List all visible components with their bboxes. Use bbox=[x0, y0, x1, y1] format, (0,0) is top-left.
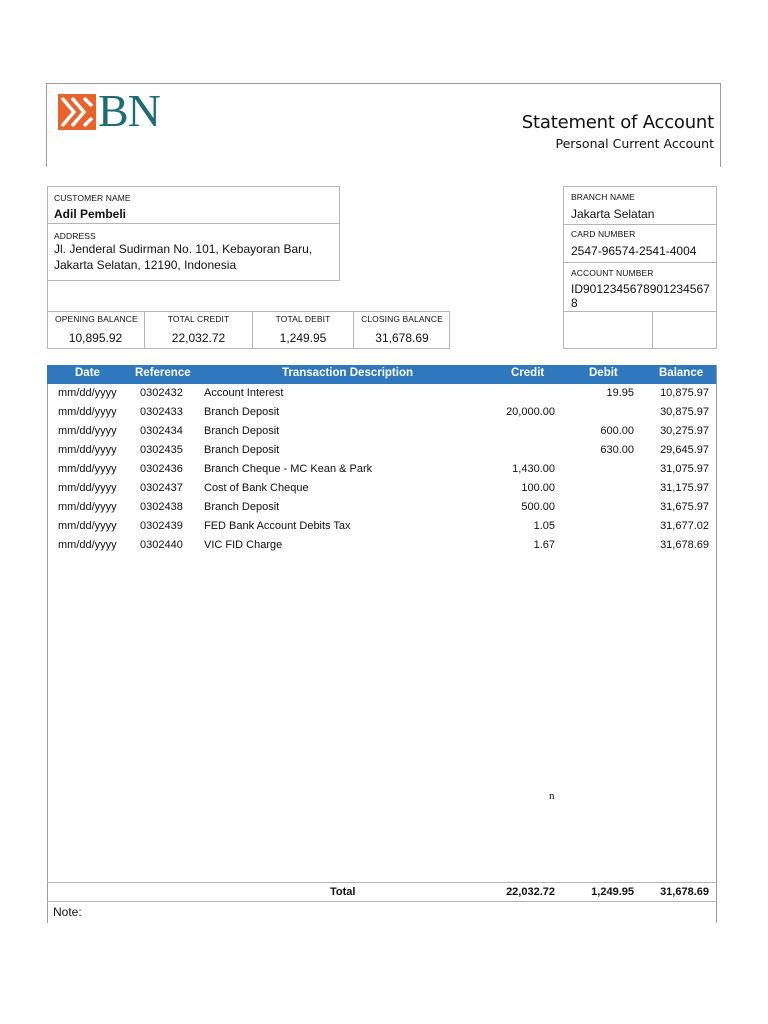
customer-divider bbox=[47, 223, 339, 224]
cell-credit: 20,000.00 bbox=[506, 406, 555, 418]
customer-name: Adil Pembeli bbox=[54, 207, 127, 221]
account-divider-3 bbox=[563, 311, 716, 312]
cell-description: VIC FID Charge bbox=[204, 539, 283, 551]
cell-date: mm/dd/yyyy bbox=[58, 444, 117, 456]
cell-balance: 31,175.97 bbox=[660, 482, 709, 494]
cell-description: Branch Deposit bbox=[204, 444, 280, 456]
total-credit-label: TOTAL CREDIT bbox=[167, 314, 230, 324]
cell-balance: 31,675.97 bbox=[660, 501, 709, 513]
cell-date: mm/dd/yyyy bbox=[58, 463, 117, 475]
card-number: 2547-96574-2541-4004 bbox=[571, 244, 697, 258]
account-divider-2 bbox=[563, 262, 716, 263]
cell-credit: 1.05 bbox=[533, 520, 555, 532]
address-line-1: Jl. Jenderal Sudirman No. 101, Kebayoran Baru, bbox=[54, 242, 313, 256]
table-total-bottom-border bbox=[47, 901, 717, 902]
cell-debit: 19.95 bbox=[606, 387, 634, 399]
cell-reference: 0302440 bbox=[140, 539, 183, 551]
page-subtitle: Personal Current Account bbox=[555, 136, 714, 151]
account-number-line-2: 8 bbox=[571, 296, 578, 310]
cell-reference: 0302434 bbox=[140, 425, 183, 437]
opening-balance-label: OPENING BALANCE bbox=[55, 314, 138, 324]
col-header-credit: Credit bbox=[511, 367, 545, 379]
col-header-reference: Reference bbox=[135, 367, 191, 379]
cell-balance: 30,875.97 bbox=[660, 406, 709, 418]
table-total-top-border bbox=[47, 882, 717, 883]
page-title: Statement of Account bbox=[521, 112, 714, 133]
cell-reference: 0302437 bbox=[140, 482, 183, 494]
cell-credit: 1.67 bbox=[533, 539, 555, 551]
table-header bbox=[47, 365, 716, 384]
cell-balance: 31,678.69 bbox=[660, 539, 709, 551]
frame-left-line bbox=[47, 281, 48, 311]
address-line-2: Jakarta Selatan, 12190, Indonesia bbox=[54, 258, 237, 272]
total-credit-value: 22,032.72 bbox=[171, 331, 226, 345]
address-label: ADDRESS bbox=[54, 231, 96, 241]
cell-credit: 500.00 bbox=[521, 501, 555, 513]
note-label: Note: bbox=[53, 905, 82, 919]
total-debit-value: 1,249.95 bbox=[279, 331, 327, 345]
account-divider-1 bbox=[563, 224, 716, 225]
cell-balance: 10,875.97 bbox=[660, 387, 709, 399]
cell-reference: 0302436 bbox=[140, 463, 183, 475]
cell-date: mm/dd/yyyy bbox=[58, 387, 117, 399]
cell-balance: 30,275.97 bbox=[660, 425, 709, 437]
total-label: Total bbox=[330, 886, 356, 898]
cell-reference: 0302439 bbox=[140, 520, 183, 532]
account-divider-4 bbox=[652, 311, 653, 348]
total-debit-label: TOTAL DEBIT bbox=[275, 314, 331, 324]
cell-balance: 31,677.02 bbox=[660, 520, 709, 532]
col-header-balance: Balance bbox=[659, 367, 704, 379]
closing-balance-label: CLOSING BALANCE bbox=[361, 314, 443, 324]
table-right-border bbox=[716, 365, 717, 923]
cell-reference: 0302433 bbox=[140, 406, 183, 418]
table-left-border bbox=[47, 365, 48, 923]
cell-date: mm/dd/yyyy bbox=[58, 406, 117, 418]
cell-description: FED Bank Account Debits Tax bbox=[204, 520, 351, 532]
cell-date: mm/dd/yyyy bbox=[58, 520, 117, 532]
branch-name: Jakarta Selatan bbox=[571, 207, 655, 221]
customer-name-label: CUSTOMER NAME bbox=[54, 193, 131, 203]
cell-credit: 1,430.00 bbox=[512, 463, 555, 475]
opening-balance-value: 10,895.92 bbox=[68, 331, 123, 345]
branch-name-label: BRANCH NAME bbox=[571, 192, 635, 202]
cell-balance: 29,645.97 bbox=[660, 444, 709, 456]
cell-debit: 630.00 bbox=[600, 444, 634, 456]
col-header-description: Transaction Description bbox=[282, 367, 414, 379]
total-credit: 22,032.72 bbox=[506, 886, 555, 898]
cell-debit: 600.00 bbox=[600, 425, 634, 437]
cell-description: Branch Cheque - MC Kean & Park bbox=[204, 463, 373, 475]
cell-description: Cost of Bank Cheque bbox=[204, 482, 309, 494]
cell-date: mm/dd/yyyy bbox=[58, 425, 117, 437]
cell-balance: 31,075.97 bbox=[660, 463, 709, 475]
col-header-debit: Debit bbox=[589, 367, 618, 379]
cell-description: Account Interest bbox=[204, 387, 284, 399]
cell-date: mm/dd/yyyy bbox=[58, 539, 117, 551]
cell-credit: 100.00 bbox=[521, 482, 555, 494]
cell-description: Branch Deposit bbox=[204, 406, 280, 418]
cell-description: Branch Deposit bbox=[204, 501, 280, 513]
cell-reference: 0302432 bbox=[140, 387, 183, 399]
closing-balance-value: 31,678.69 bbox=[375, 331, 429, 345]
total-balance: 31,678.69 bbox=[660, 886, 709, 898]
cell-description: Branch Deposit bbox=[204, 425, 280, 437]
header-right-border bbox=[720, 83, 721, 167]
header-top-border bbox=[46, 83, 721, 84]
cell-reference: 0302435 bbox=[140, 444, 183, 456]
account-number-label: ACCOUNT NUMBER bbox=[571, 268, 654, 278]
bank-logo-text: BN bbox=[98, 85, 160, 136]
stray-mark: n bbox=[549, 790, 555, 802]
cell-date: mm/dd/yyyy bbox=[58, 482, 117, 494]
col-header-date: Date bbox=[75, 367, 100, 379]
header-left-border bbox=[46, 83, 47, 167]
account-number-line-1: ID9012345678901234567 bbox=[571, 282, 710, 296]
cell-date: mm/dd/yyyy bbox=[58, 501, 117, 513]
bank-logo-icon bbox=[58, 94, 96, 130]
card-number-label: CARD NUMBER bbox=[571, 229, 636, 239]
cell-reference: 0302438 bbox=[140, 501, 183, 513]
total-debit: 1,249.95 bbox=[591, 886, 634, 898]
